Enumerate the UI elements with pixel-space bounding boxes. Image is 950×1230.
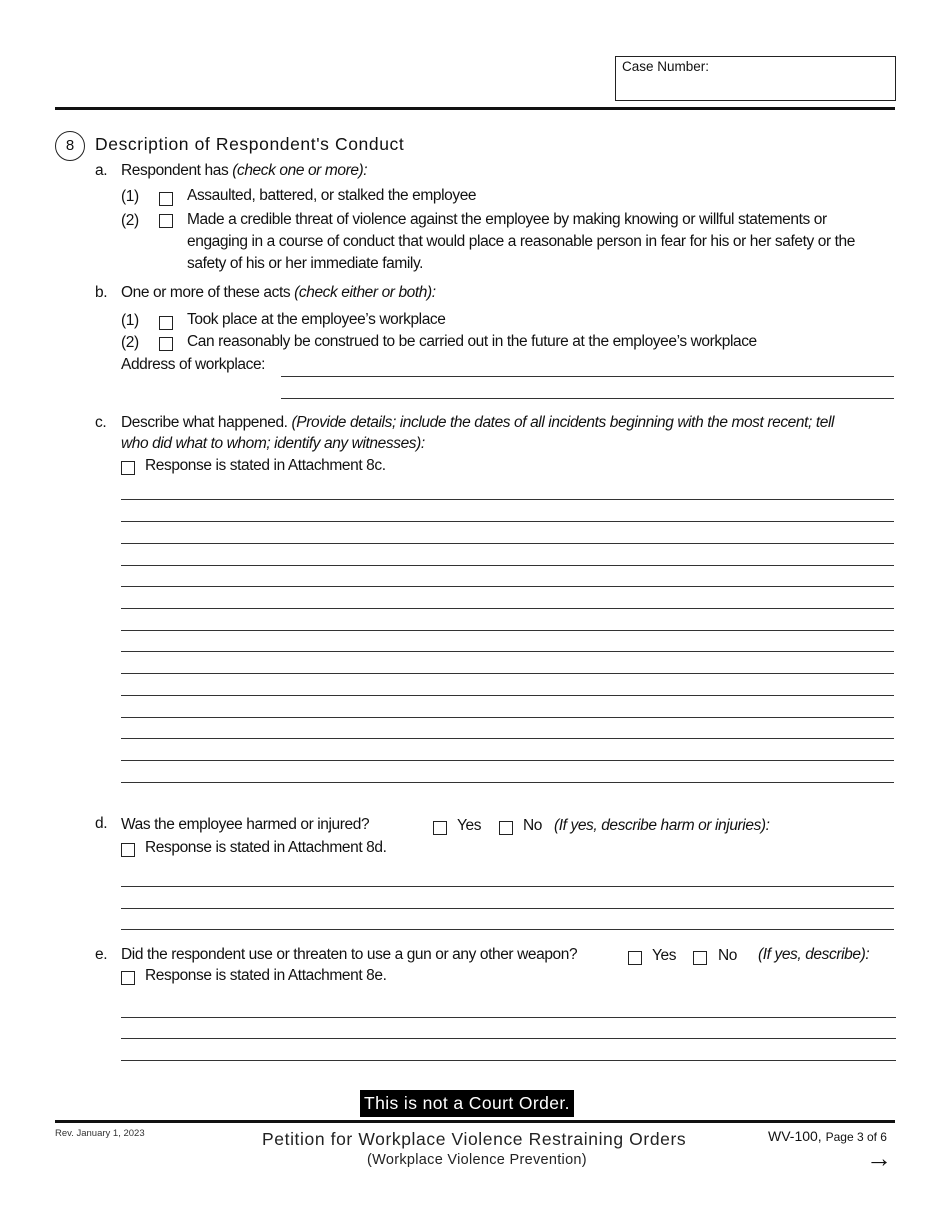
answer-line[interactable] (121, 608, 894, 609)
section-number: 8 (55, 131, 85, 161)
item-b-prompt-note: (check either or both): (294, 284, 436, 301)
form-subtitle: (Workplace Violence Prevention) (367, 1152, 587, 1168)
item-e-attachment-label: Response is stated in Attachment 8e. (145, 967, 387, 984)
not-court-order-banner: This is not a Court Order. (360, 1090, 574, 1117)
item-c-prompt-note-1: (Provide details; include the dates of all incidents beginning with the most recent; tell (291, 414, 835, 431)
footer-rule (55, 1120, 895, 1123)
workplace-address-line-2[interactable] (281, 398, 894, 399)
item-e-question: Did the respondent use or threaten to use a gun or any other weapon? (121, 946, 578, 963)
answer-line[interactable] (121, 717, 894, 718)
answer-line[interactable] (121, 543, 894, 544)
answer-line[interactable] (121, 630, 894, 631)
answer-line[interactable] (121, 586, 894, 587)
item-d-letter: d. (95, 815, 108, 832)
answer-line[interactable] (121, 760, 894, 761)
item-c-prompt (121, 414, 834, 432)
item-b2-number: (2) (121, 334, 139, 351)
item-c-attachment-checkbox[interactable] (121, 461, 135, 475)
case-number-label: Case Number: (622, 59, 710, 74)
item-e-no-checkbox[interactable] (693, 951, 707, 965)
item-b-letter: b. (95, 284, 108, 301)
item-b2-text: Can reasonably be construed to be carried out in the future at the employee’s workplace (187, 333, 757, 350)
answer-line[interactable] (121, 651, 894, 652)
answer-line[interactable] (121, 782, 894, 783)
form-id-code: WV-100, (768, 1128, 822, 1144)
answer-line[interactable] (121, 695, 894, 696)
item-b2-checkbox[interactable] (159, 337, 173, 351)
answer-line[interactable] (121, 738, 894, 739)
answer-line[interactable] (121, 521, 894, 522)
item-b-prompt-text: One or more of these acts (121, 284, 291, 301)
item-d-yes-label: Yes (457, 817, 482, 834)
item-c-prompt-text: Describe what happened. (121, 414, 288, 431)
item-e-note: (If yes, describe): (758, 946, 870, 963)
item-e-yes-label: Yes (652, 947, 677, 964)
answer-line[interactable] (121, 1017, 896, 1018)
case-number-box[interactable] (615, 56, 896, 101)
item-c-attachment-label: Response is stated in Attachment 8c. (145, 457, 386, 474)
item-b1-checkbox[interactable] (159, 316, 173, 330)
item-a1-checkbox[interactable] (159, 192, 173, 206)
item-b-prompt (121, 284, 436, 302)
item-d-attachment-checkbox[interactable] (121, 843, 135, 857)
item-c-letter: c. (95, 414, 107, 431)
item-d-note: (If yes, describe harm or injuries): (554, 817, 770, 834)
item-a-prompt-text: Respondent has (121, 162, 229, 179)
form-id (768, 1128, 887, 1144)
workplace-address-line-1[interactable] (281, 376, 894, 377)
answer-line[interactable] (121, 1060, 896, 1061)
item-d-question: Was the employee harmed or injured? (121, 816, 370, 833)
answer-line[interactable] (121, 908, 894, 909)
form-title: Petition for Workplace Violence Restraining Orders (262, 1129, 687, 1149)
item-b1-number: (1) (121, 312, 139, 329)
item-a-prompt (121, 162, 367, 180)
item-d-yes-checkbox[interactable] (433, 821, 447, 835)
item-c-prompt-note-2: who did what to whom; identify any witnesses): (121, 435, 425, 452)
revision-date: Rev. January 1, 2023 (55, 1128, 145, 1139)
item-a2-text-line2: engaging in a course of conduct that would place a reasonable person in fear for his or her safety or the (187, 233, 855, 250)
header-rule (55, 107, 895, 110)
item-a2-text-line3: safety of his or her immediate family. (187, 255, 424, 272)
item-d-attachment-label: Response is stated in Attachment 8d. (145, 839, 387, 856)
item-a-prompt-note: (check one or more): (232, 162, 368, 179)
answer-line[interactable] (121, 673, 894, 674)
item-e-yes-checkbox[interactable] (628, 951, 642, 965)
item-e-no-label: No (718, 947, 738, 964)
workplace-address-label: Address of workplace: (121, 356, 266, 373)
item-e-attachment-checkbox[interactable] (121, 971, 135, 985)
item-e-letter: e. (95, 946, 108, 963)
item-a2-number: (2) (121, 212, 139, 229)
answer-line[interactable] (121, 565, 894, 566)
section-title: Description of Respondent's Conduct (95, 134, 405, 154)
item-d-no-checkbox[interactable] (499, 821, 513, 835)
answer-line[interactable] (121, 499, 894, 500)
item-a-letter: a. (95, 162, 108, 179)
item-a2-checkbox[interactable] (159, 214, 173, 228)
answer-line[interactable] (121, 886, 894, 887)
next-page-arrow-icon: → (866, 1143, 892, 1173)
item-a1-text: Assaulted, battered, or stalked the employee (187, 187, 477, 204)
answer-line[interactable] (121, 1038, 896, 1039)
answer-line[interactable] (121, 929, 894, 930)
item-a2-text-line1: Made a credible threat of violence against the employee by making knowing or willful statements or (187, 211, 827, 228)
page-number: Page 3 of 6 (825, 1130, 887, 1144)
item-d-no-label: No (523, 817, 543, 834)
item-a1-number: (1) (121, 188, 139, 205)
item-b1-text: Took place at the employee’s workplace (187, 311, 446, 328)
